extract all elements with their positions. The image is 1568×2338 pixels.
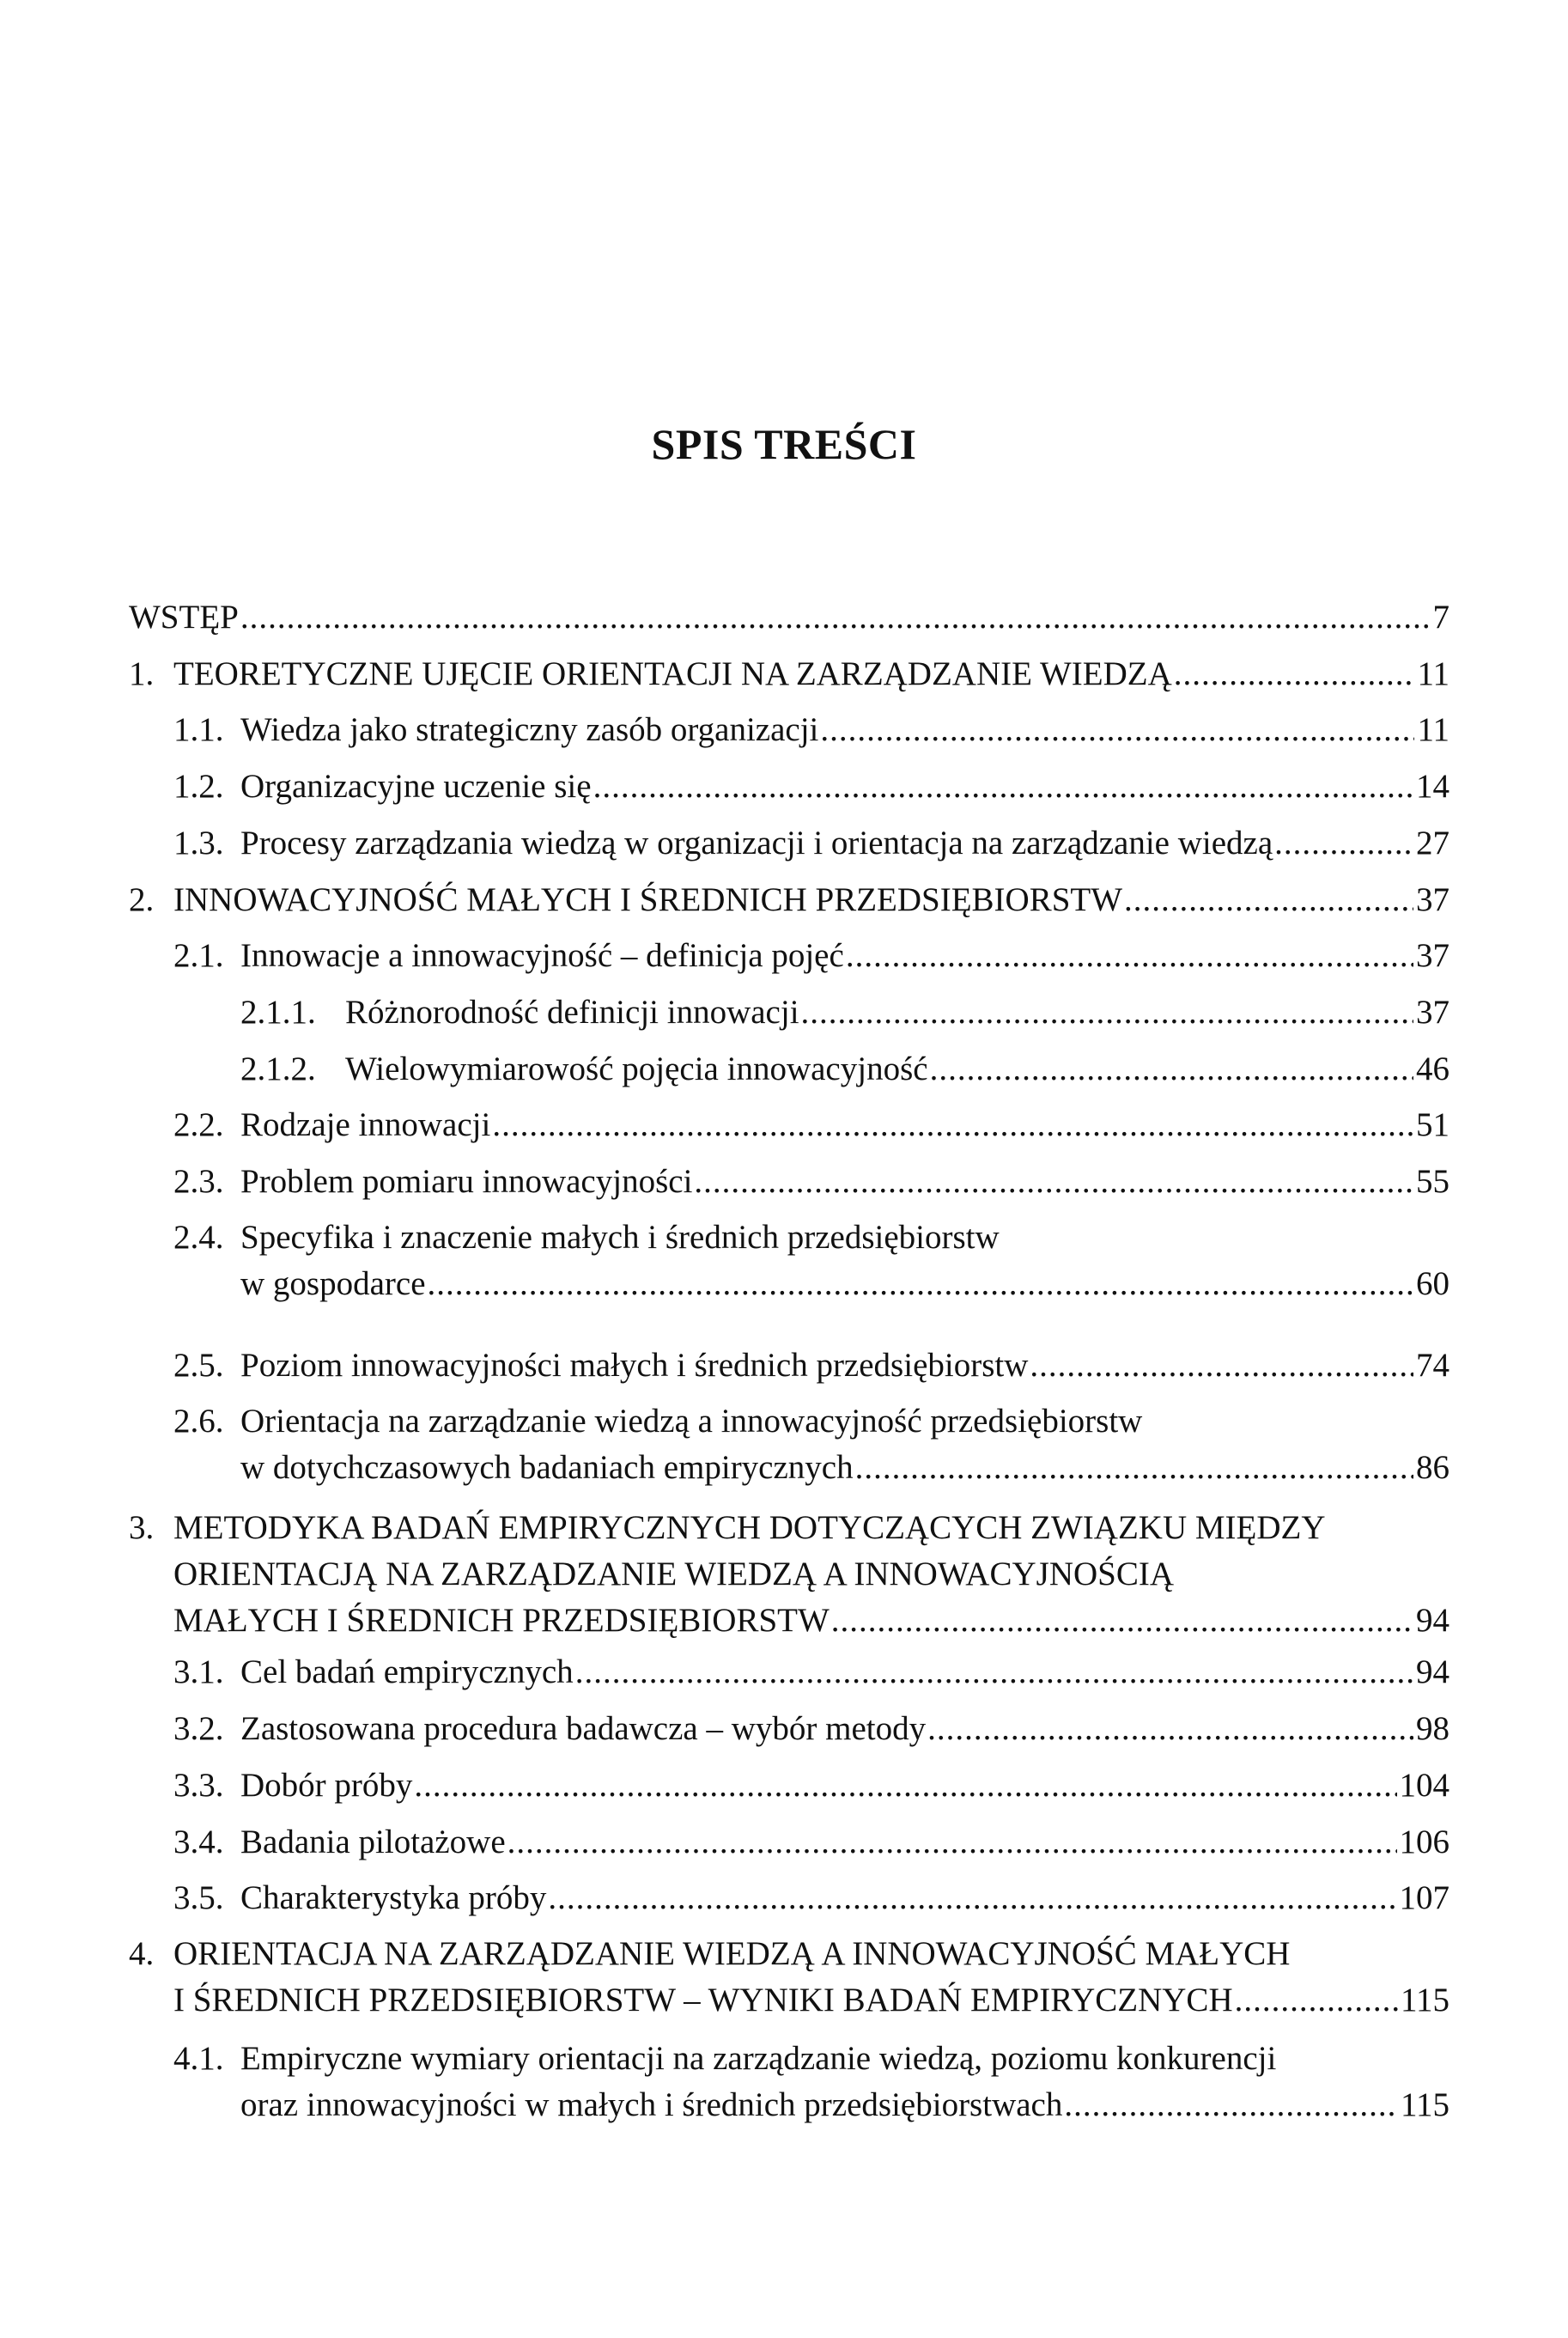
- toc-entry-title: Procesy zarządzania wiedzą w organizacji i orientacja na zarządzanie wiedzą: [240, 825, 1273, 862]
- page-title: SPIS TREŚCI: [651, 420, 917, 468]
- toc-entry-chapter-2[interactable]: [129, 877, 1449, 923]
- dot-leader: [1030, 1343, 1413, 1389]
- toc-entry-title-continuation: w gospodarce: [240, 1265, 426, 1302]
- toc-entry-number: 4.1.: [173, 2040, 224, 2077]
- dot-leader: [831, 1598, 1413, 1644]
- toc-page-number: 37: [1416, 881, 1449, 918]
- toc-page-number: 106: [1399, 1824, 1449, 1860]
- toc-entry-title: WSTĘP: [129, 599, 239, 636]
- dot-leader: [1235, 1977, 1398, 2024]
- dot-leader: [694, 1159, 1413, 1205]
- toc-entry-number: 3.5.: [173, 1879, 224, 1916]
- toc-entry-title: INNOWACYJNOŚĆ MAŁYCH I ŚREDNICH PRZEDSIĘBIORSTW: [173, 881, 1123, 918]
- toc-page-number: 11: [1417, 655, 1449, 692]
- toc-entry-title: Problem pomiaru innowacyjności: [240, 1163, 693, 1200]
- toc-entry-subsection-2-1-1[interactable]: [240, 989, 1449, 1036]
- toc-entry-number: 3.: [129, 1509, 155, 1546]
- toc-entry-number: 3.3.: [173, 1767, 224, 1804]
- toc-entry-title: Rodzaje innowacji: [240, 1106, 491, 1143]
- dot-leader: [1124, 877, 1413, 923]
- toc-entry-section-4-1[interactable]: [173, 2036, 1449, 2128]
- dot-leader: [927, 1706, 1413, 1752]
- toc-entry-title: METODYKA BADAŃ EMPIRYCZNYCH DOTYCZĄCYCH ZWIĄZKU MIĘDZY: [173, 1509, 1326, 1546]
- toc-entry-title: Cel badań empirycznych: [240, 1653, 574, 1690]
- toc-entry-number: 2.1.1.: [240, 994, 316, 1031]
- dot-leader: [855, 1445, 1413, 1491]
- toc-page-number: 115: [1400, 2086, 1449, 2123]
- toc-entry-number: 2.3.: [173, 1163, 224, 1200]
- toc-entry-section-1-2[interactable]: [173, 764, 1449, 810]
- dot-leader: [548, 1875, 1396, 1921]
- toc-entry-chapter-1[interactable]: [129, 651, 1449, 697]
- toc-page-number: 11: [1417, 711, 1449, 748]
- toc-entry-section-2-4[interactable]: [173, 1215, 1449, 1307]
- toc-page-number: 86: [1416, 1449, 1449, 1486]
- toc-entry-chapter-3[interactable]: [129, 1505, 1449, 1644]
- dot-leader: [1274, 820, 1413, 867]
- toc-page-number: 98: [1416, 1710, 1449, 1747]
- toc-entry-number: 2.: [129, 881, 155, 918]
- dot-leader: [492, 1102, 1413, 1148]
- toc-entry-title-continuation: w dotychczasowych badaniach empirycznych: [240, 1449, 854, 1486]
- toc-entry-section-1-3[interactable]: [173, 820, 1449, 867]
- toc-entry-section-2-6[interactable]: [173, 1398, 1449, 1491]
- toc-page-number: 94: [1416, 1602, 1449, 1639]
- toc-entry-subsection-2-1-2[interactable]: [240, 1046, 1449, 1093]
- toc-entry-number: 2.2.: [173, 1106, 224, 1143]
- toc-entry-title: Badania pilotażowe: [240, 1824, 506, 1860]
- toc-entry-title-continuation: MAŁYCH I ŚREDNICH PRZEDSIĘBIORSTW: [173, 1602, 830, 1639]
- toc-page-number: 37: [1416, 994, 1449, 1031]
- toc-entry-title-continuation: ORIENTACJĄ NA ZARZĄDZANIE WIEDZĄ A INNOWACYJNOŚCIĄ: [173, 1556, 1175, 1592]
- toc-page-number: 104: [1399, 1767, 1449, 1804]
- toc-entry-number: 2.1.2.: [240, 1050, 316, 1087]
- toc-entry-title-continuation: oraz innowacyjności w małych i średnich przedsiębiorstwach: [240, 2086, 1063, 2123]
- toc-entry-title: Charakterystyka próby: [240, 1879, 547, 1916]
- toc-entry-section-2-2[interactable]: [173, 1102, 1449, 1148]
- dot-leader: [240, 594, 1431, 641]
- toc-page-number: 51: [1416, 1106, 1449, 1143]
- toc-entry-title-continuation: I ŚREDNICH PRZEDSIĘBIORSTW – WYNIKI BADAŃ EMPIRYCZNYCH: [173, 1982, 1233, 2018]
- toc-entry-number: 1.3.: [173, 825, 224, 862]
- toc-page-number: 7: [1432, 599, 1449, 636]
- toc-entry-title: TEORETYCZNE UJĘCIE ORIENTACJI NA ZARZĄDZANIE WIEDZĄ: [173, 655, 1172, 692]
- toc-entry-title: ORIENTACJA NA ZARZĄDZANIE WIEDZĄ A INNOWACYJNOŚĆ MAŁYCH: [173, 1935, 1291, 1972]
- dot-leader: [846, 933, 1413, 979]
- dot-leader: [575, 1649, 1413, 1696]
- dot-leader: [930, 1046, 1413, 1093]
- toc-entry-title: Orientacja na zarządzanie wiedzą a innowacyjność przedsiębiorstw: [240, 1403, 1143, 1440]
- toc-entry-number: 3.2.: [173, 1710, 224, 1747]
- toc-entry-title: Wielowymiarowość pojęcia innowacyjność: [345, 1050, 928, 1087]
- toc-entry-section-2-3[interactable]: [173, 1159, 1449, 1205]
- toc-entry-number: 1.: [129, 655, 155, 692]
- toc-entry-number: 2.5.: [173, 1347, 224, 1384]
- toc-entry-title: Dobór próby: [240, 1767, 413, 1804]
- toc-entry-number: 2.1.: [173, 937, 224, 974]
- toc-entry-number: 3.1.: [173, 1653, 224, 1690]
- toc-page-number: 60: [1416, 1265, 1449, 1302]
- toc-page-number: 74: [1416, 1347, 1449, 1384]
- toc-page-number: 107: [1399, 1879, 1449, 1916]
- toc-entry-title: Specyfika i znaczenie małych i średnich przedsiębiorstw: [240, 1219, 1000, 1256]
- toc-entry-wstep[interactable]: [129, 594, 1449, 641]
- toc-entry-section-2-1[interactable]: [173, 933, 1449, 979]
- dot-leader: [1064, 2082, 1398, 2128]
- toc-entry-number: 1.1.: [173, 711, 224, 748]
- toc-entry-section-3-2[interactable]: [173, 1706, 1449, 1752]
- toc-entry-title: Wiedza jako strategiczny zasób organizacji: [240, 711, 819, 748]
- toc-page-number: 115: [1400, 1982, 1449, 2018]
- toc-entry-number: 1.2.: [173, 768, 224, 805]
- toc-entry-section-1-1[interactable]: [173, 707, 1449, 753]
- toc-entry-number: 4.: [129, 1935, 155, 1972]
- toc-page-number: 14: [1416, 768, 1449, 805]
- toc-page-number: 37: [1416, 937, 1449, 974]
- toc-entry-title: Poziom innowacyjności małych i średnich przedsiębiorstw: [240, 1347, 1029, 1384]
- toc-entry-chapter-4[interactable]: [129, 1931, 1449, 2024]
- toc-entry-title: Zastosowana procedura badawcza – wybór metody: [240, 1710, 927, 1747]
- dot-leader: [1174, 651, 1415, 697]
- dot-leader: [414, 1763, 1396, 1809]
- toc-entry-title: Empiryczne wymiary orientacji na zarządzanie wiedzą, poziomu konkurencji: [240, 2040, 1277, 2077]
- toc-entry-number: 2.4.: [173, 1219, 224, 1256]
- toc-entry-title: Organizacyjne uczenie się: [240, 768, 592, 805]
- dot-leader: [507, 1819, 1397, 1866]
- toc-entry-section-3-5[interactable]: [173, 1875, 1449, 1921]
- toc-entry-section-2-5[interactable]: [173, 1343, 1449, 1389]
- dot-leader: [801, 989, 1413, 1036]
- toc-entry-section-3-1[interactable]: [173, 1649, 1449, 1696]
- dot-leader: [820, 707, 1414, 753]
- dot-leader: [593, 764, 1413, 810]
- toc-entry-section-3-3[interactable]: [173, 1763, 1449, 1809]
- toc-entry-title: Różnorodność definicji innowacji: [345, 994, 799, 1031]
- dot-leader: [428, 1261, 1413, 1307]
- toc-entry-section-3-4[interactable]: [173, 1819, 1449, 1866]
- toc-page-number: 27: [1416, 825, 1449, 862]
- toc-entry-number: 2.6.: [173, 1403, 224, 1440]
- toc-page-number: 94: [1416, 1653, 1449, 1690]
- toc-page-number: 55: [1416, 1163, 1449, 1200]
- toc-page-number: 46: [1416, 1050, 1449, 1087]
- toc-entry-title: Innowacje a innowacyjność – definicja pojęć: [240, 937, 844, 974]
- toc-entry-number: 3.4.: [173, 1824, 224, 1860]
